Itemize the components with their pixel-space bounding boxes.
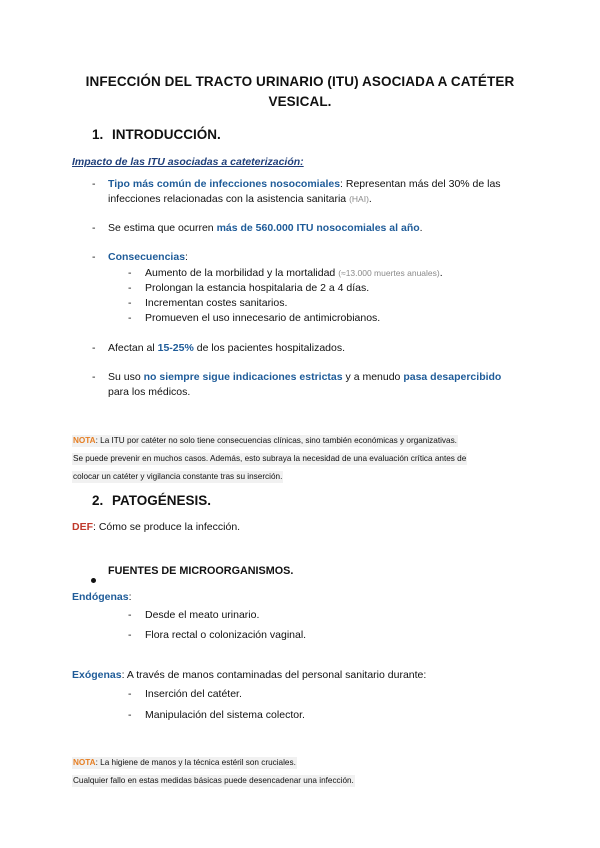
endogenous-label: Endógenas: [72, 591, 132, 603]
dash-bullet: - [92, 371, 96, 383]
dash-bullet: - [92, 178, 96, 190]
definition: DEF: Cómo se produce la infección. [72, 521, 241, 533]
consequence-item: Promueven el uso innecesario de antimicrobianos. [145, 312, 381, 324]
bullet-usage: Su uso no siempre sigue indicaciones estrictas y a menudo pasa desapercibido para los médicos. [108, 371, 502, 398]
consequence-item: Incrementan costes sanitarios. [145, 297, 288, 309]
dash-bullet: - [128, 282, 132, 294]
note-label: NOTA [73, 758, 96, 767]
section-title: PATOGÉNESIS. [112, 493, 212, 508]
dash-bullet: - [92, 251, 96, 263]
bullet-affect: Afectan al 15-25% de los pacientes hospitalizados. [108, 342, 346, 354]
dash-bullet: - [128, 609, 132, 621]
exogenous-line: Exógenas: A través de manos contaminadas del personal sanitario durante: [72, 669, 427, 681]
note-section-2: NOTA: La higiene de manos y la técnica estéril son cruciales. Cualquier fallo en estas medidas básicas puede desencadenar una infección. [73, 758, 354, 785]
section-number: 1. [92, 127, 104, 142]
dash-bullet: - [128, 312, 132, 324]
bullet-most-common: Tipo más común de infecciones nosocomiales: Representan más del 30% de las infecciones relacionadas con la asistencia sanitaria (HAI). [108, 178, 501, 205]
dash-bullet: - [128, 267, 132, 279]
document-title: INFECCIÓN DEL TRACTO URINARIO (ITU) ASOCIADA A CATÉTER VESICAL. [85, 74, 515, 109]
section-2-heading [92, 493, 211, 508]
consequence-item: Prolongan la estancia hospitalaria de 2 a 4 días. [145, 282, 370, 294]
bullet-circle-icon [91, 570, 96, 588]
endogenous-item: Flora rectal o colonización vaginal. [145, 629, 307, 641]
dash-bullet: - [128, 709, 132, 721]
exogenous-item: Inserción del catéter. [145, 688, 242, 700]
note-section-1: NOTA: La ITU por catéter no solo tiene consecuencias clínicas, sino también económicas y organizativas. Se puede prevenir en muchos casos. Además, esto subraya la necesidad de una evaluación crítica antes de colocar un catéter y vigilancia constante tras su inserción. [73, 436, 467, 481]
section-1-heading [92, 127, 221, 142]
bullet-consequences: Consecuencias: [108, 251, 188, 263]
endogenous-item: Desde el meato urinario. [145, 609, 260, 621]
dash-bullet: - [128, 629, 132, 641]
exogenous-item: Manipulación del sistema colector. [145, 709, 305, 721]
dash-bullet: - [92, 342, 96, 354]
bullet-estimate: Se estima que ocurren más de 560.000 ITU nosocomiales al año. [108, 222, 423, 234]
dash-bullet: - [128, 688, 132, 700]
dash-bullet: - [128, 297, 132, 309]
bullet-sources-heading: FUENTES DE MICROORGANISMOS. [108, 565, 294, 577]
consequence-item: Aumento de la morbilidad y la mortalidad (≈13.000 muertes anuales). [145, 267, 443, 279]
subheading-impact: Impacto de las ITU asociadas a cateterización: [72, 156, 304, 168]
section-title: INTRODUCCIÓN. [112, 127, 221, 142]
note-label: NOTA [73, 436, 96, 445]
section-number: 2. [92, 493, 104, 508]
dash-bullet: - [92, 222, 96, 234]
